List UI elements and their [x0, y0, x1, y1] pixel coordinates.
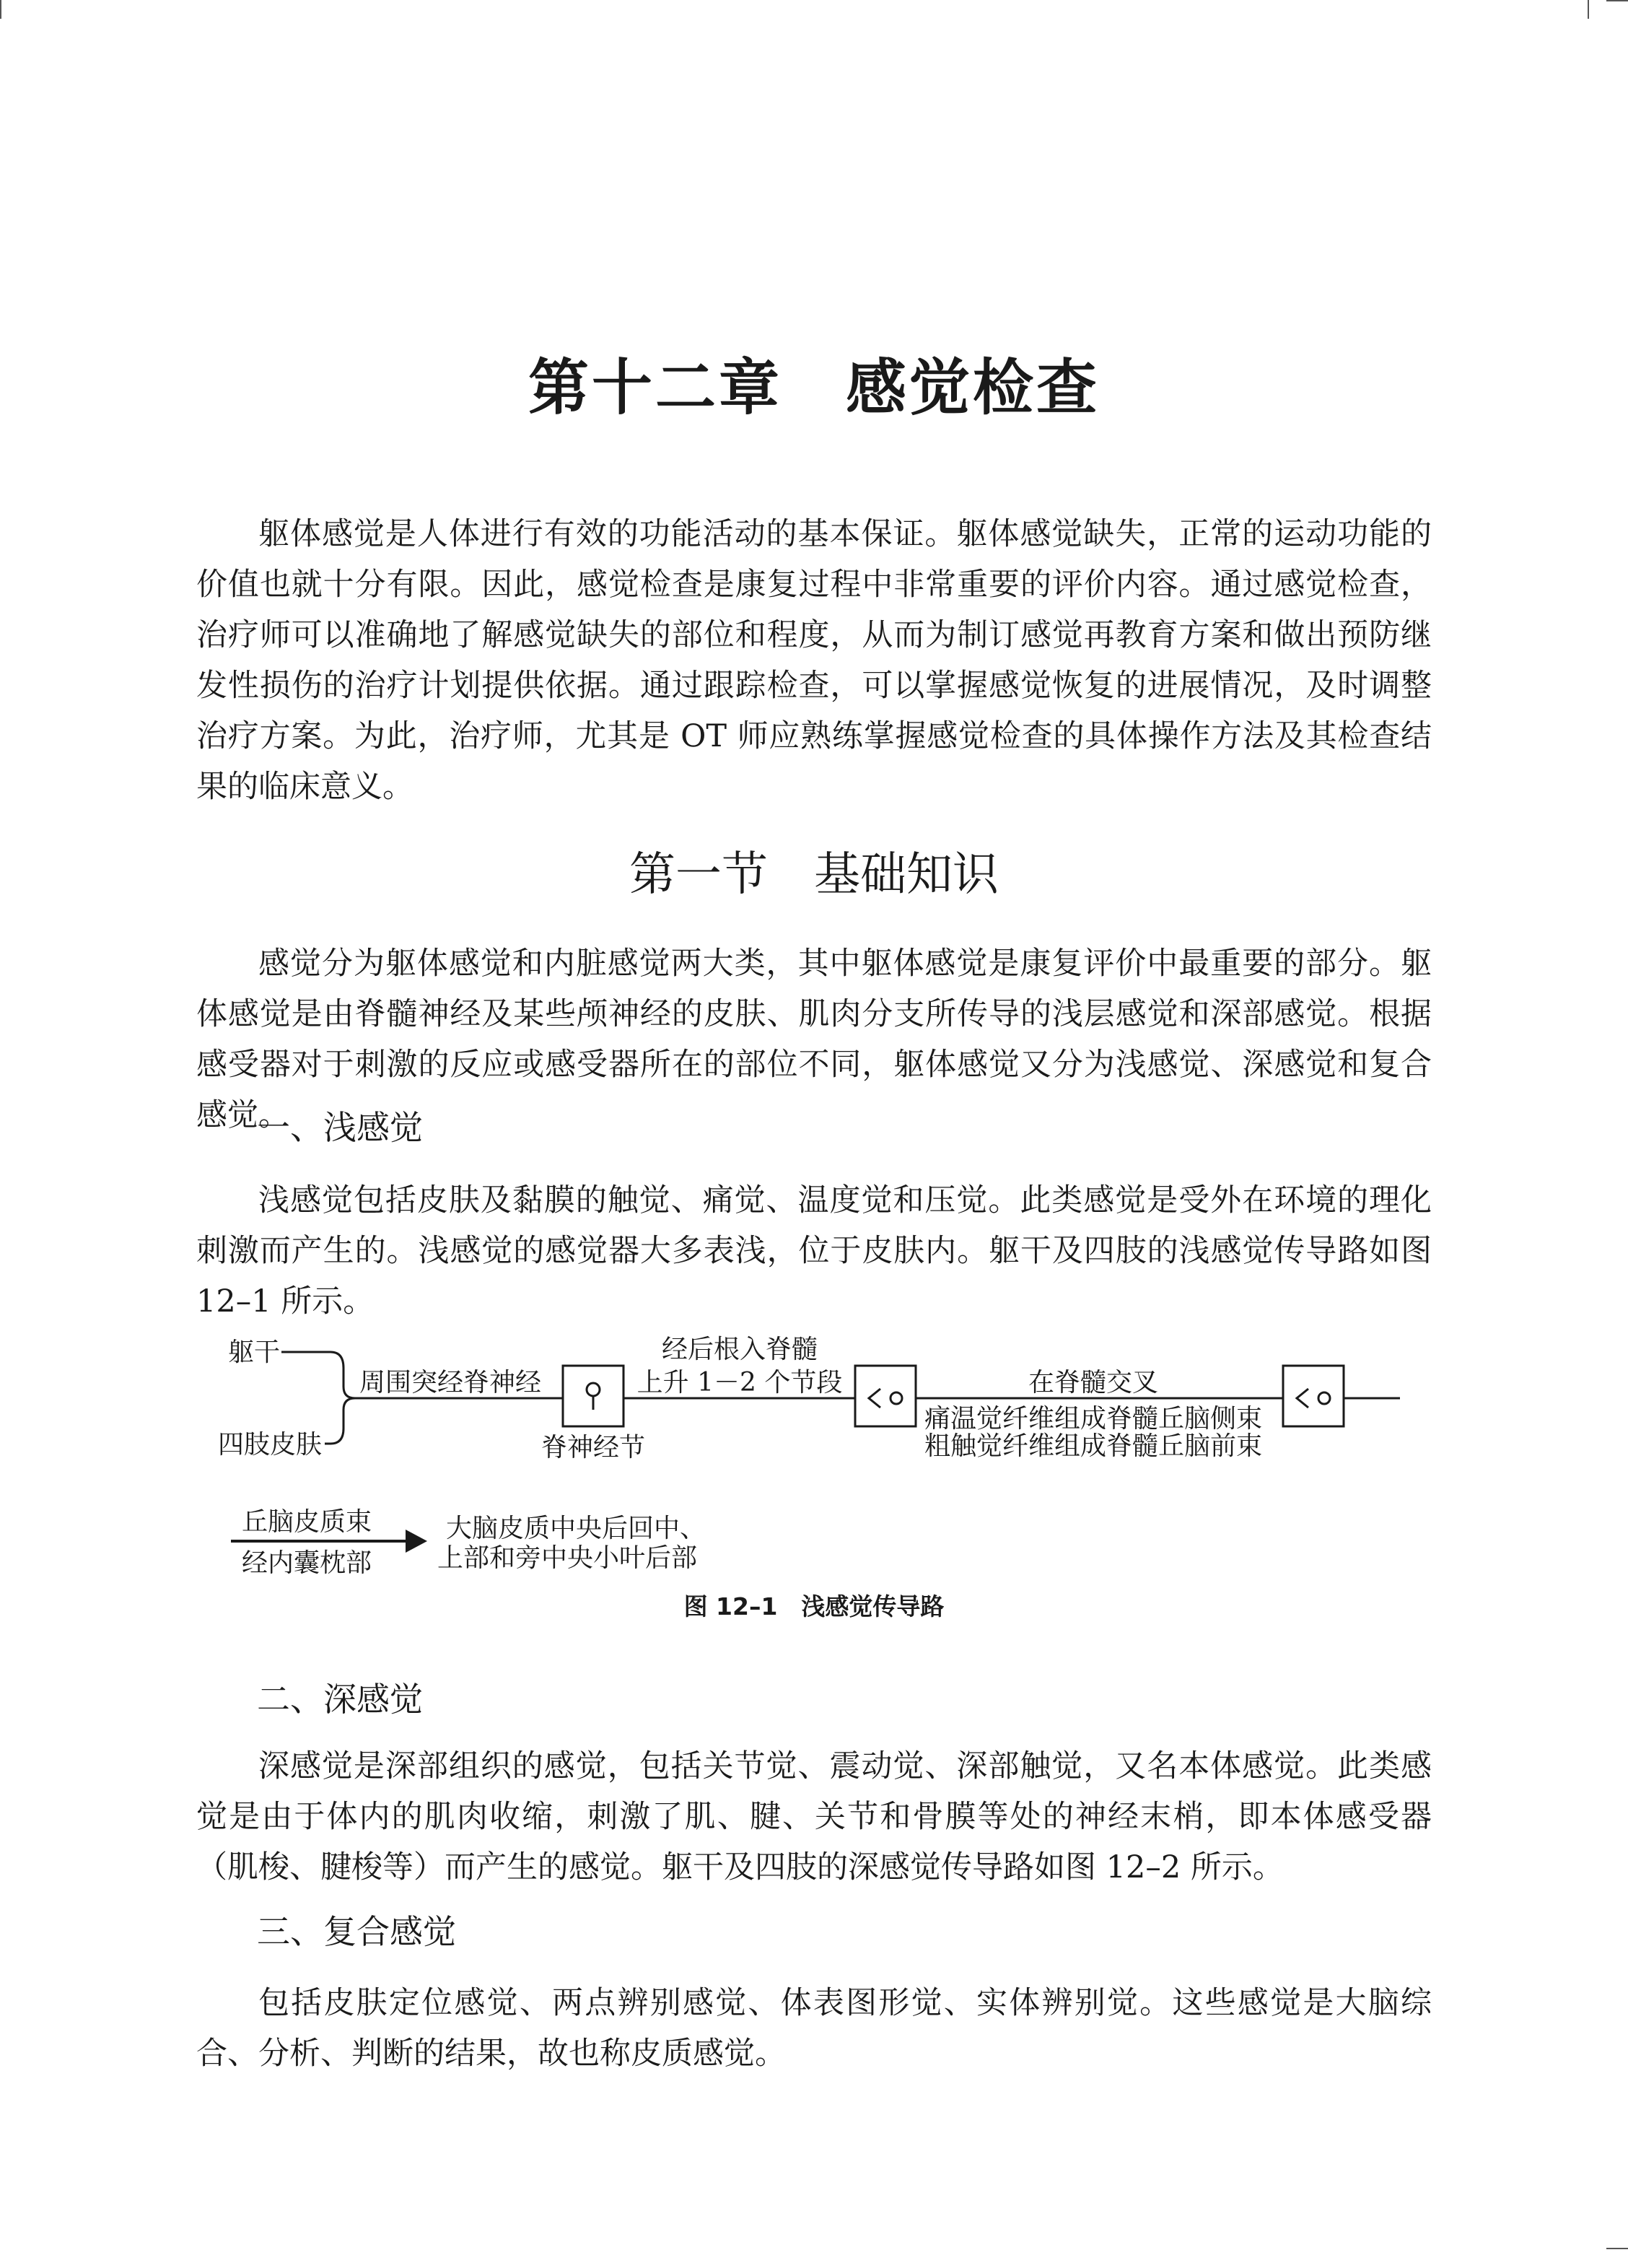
label-cortex-target-1: 大脑皮质中央后回中、 [446, 1514, 706, 1543]
superficial-sensation-paragraph: 浅感觉包括皮肤及黏膜的触觉、痛觉、温度觉和压觉。此类感觉是受外在环境的理化刺激而产生的。浅感觉的感觉器大多表浅，位于皮肤内。躯干及四肢的浅感觉传导路如图 12–1 所示。 [196, 1182, 1432, 1320]
label-thalamocortical: 丘脑皮质束 [241, 1507, 372, 1537]
label-peripheral-process: 周围突经脊神经 [359, 1368, 542, 1397]
crop-mark-bottom-right [1606, 2248, 1628, 2249]
intro-paragraph: 躯体感觉是人体进行有效的功能活动的基本保证。躯体感觉缺失，正常的运动功能的价值也就十分有限。因此，感觉检查是康复过程中非常重要的评价内容。通过感觉检查，治疗师可以准确地了解感觉缺失的部位和程度，从而为制订感觉再教育方案和做出预防继发性损伤的治疗计划提供依据。通过跟踪检查，可以掌握感觉恢复的进展情况，及时调整治疗方案。为此，治疗师，尤其是 OT 师应熟练掌握感觉检查的具体操作方法及其检查结果的临床意义。 [196, 516, 1432, 805]
subheading-composite-sensation: 三、复合感觉 [257, 1912, 456, 1951]
chapter-title: 第十二章 感觉检查 [528, 352, 1100, 423]
crop-mark-top-right [1588, 0, 1589, 19]
label-spinal-ganglion: 脊神经节 [541, 1433, 646, 1462]
section-paragraph: 感觉分为躯体感觉和内脏感觉两大类，其中躯体感觉是康复评价中最重要的部分。躯体感觉是由脊髓神经及某些颅神经的皮肤、肌肉分支所传导的浅层感觉和深部感觉。根据感受器对于刺激的反应或感受器所在的部位不同，躯体感觉又分为浅感觉、深感觉和复合感觉。 [196, 946, 1432, 1133]
deep-sensation-paragraph: 深感觉是深部组织的感觉，包括关节觉、震动觉、深部触觉，又名本体感觉。此类感觉是由于体内的肌肉收缩，刺激了肌、腱、关节和骨膜等处的神经末梢，即本体感受器（肌梭、腱梭等）而产生的感觉。躯干及四肢的深感觉传导路如图 12–2 所示。 [196, 1748, 1432, 1885]
section-title: 第一节 基础知识 [629, 848, 999, 902]
spinal-cord-synapse-symbol [855, 1366, 916, 1426]
label-anterior-tract: 粗触觉纤维组成脊髓丘脑前束 [924, 1431, 1263, 1461]
label-internal-capsule: 经内囊枕部 [241, 1548, 372, 1578]
label-lateral-tract: 痛温觉纤维组成脊髓丘脑侧束 [924, 1404, 1263, 1434]
label-cross: 在脊髓交叉 [1028, 1368, 1159, 1397]
label-limbs: 四肢皮肤 [217, 1430, 322, 1460]
label-posterior-root-1: 经后根入脊髓 [661, 1335, 818, 1364]
thalamus-synapse-symbol [1283, 1366, 1344, 1426]
subheading-superficial-sensation: 一、浅感觉 [257, 1108, 423, 1147]
crop-mark-right-top [1606, 0, 1628, 1]
pathway-diagram [202, 1332, 1429, 1592]
crop-mark-top-left [0, 0, 1, 19]
composite-sensation-paragraph: 包括皮肤定位感觉、两点辨别感觉、体表图形觉、实体辨别觉。这些感觉是大脑综合、分析、判断的结果，故也称皮质感觉。 [196, 1985, 1432, 2072]
subheading-deep-sensation: 二、深感觉 [257, 1680, 423, 1719]
spinal-ganglion-symbol [563, 1366, 623, 1426]
label-posterior-root-2: 上升 1－2 个节段 [636, 1368, 843, 1397]
label-cortex-target-2: 上部和旁中央小叶后部 [437, 1543, 698, 1573]
label-trunk: 躯干 [227, 1338, 280, 1367]
figure-caption: 图 12–1 浅感觉传导路 [683, 1592, 945, 1621]
source-brace [331, 1352, 355, 1444]
cortical-arrow-head [406, 1530, 427, 1553]
